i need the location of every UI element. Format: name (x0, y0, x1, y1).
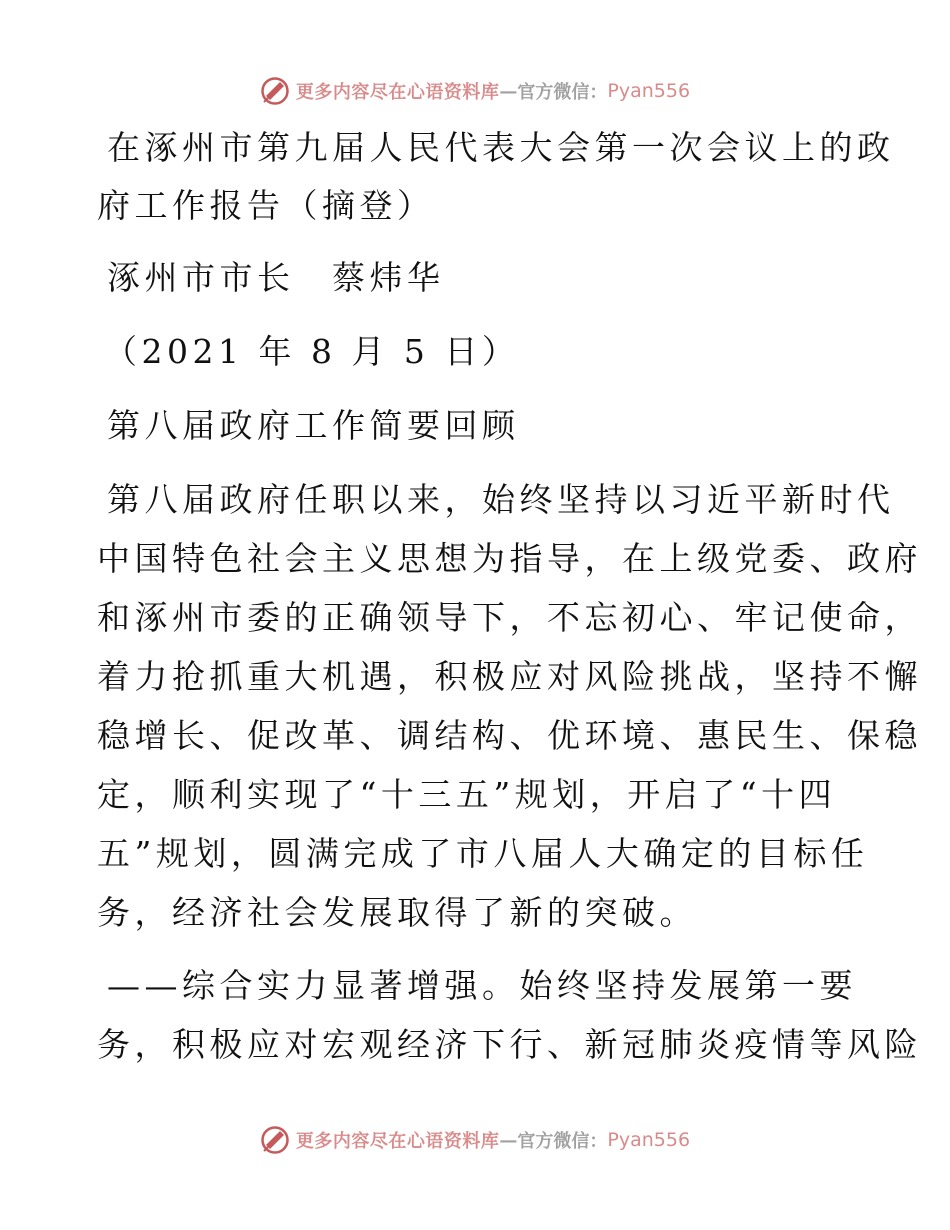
banner-dash: — (499, 80, 518, 102)
header-watermark-banner (0, 71, 950, 111)
paragraph-line: 稳增长、促改革、调结构、优环境、惠民生、保稳 (97, 716, 922, 755)
paragraph-line: 五”规划，圆满完成了市八届人大确定的目标任 (97, 834, 869, 873)
paragraph-line: 务，积极应对宏观经济下行、新冠肺炎疫情等风险 (97, 1025, 922, 1064)
paragraph-line: 务，经济社会发展取得了新的突破。 (97, 893, 697, 932)
paragraph-line: 定，顺利实现了“十三五”规划，开启了“十四 (97, 775, 837, 814)
paragraph-line: 第八届政府任职以来，始终坚持以习近平新时代 (107, 480, 895, 519)
banner-dash: — (499, 1129, 518, 1151)
banner-wechat-id: Pyan556 (607, 80, 691, 102)
paragraph-line: ——综合实力显著增强。始终坚持发展第一要 (107, 966, 857, 1005)
document-date: （2021 年 8 月 5 日） (104, 332, 520, 371)
paragraph-line: 着力抢抓重大机遇，积极应对风险挑战，坚持不懈 (97, 657, 922, 696)
banner-label: 官方微信： (517, 1131, 608, 1152)
footer-watermark-banner (0, 1120, 950, 1160)
brand-logo-icon (260, 1125, 290, 1155)
paragraph-line: 和涿州市委的正确领导下，不忘初心、牢记使命， (97, 598, 922, 637)
document-title-line-2: 府工作报告（摘登） (97, 186, 435, 225)
document-title-line-1: 在涿州市第九届人民代表大会第一次会议上的政 (107, 128, 895, 167)
banner-wechat-id: Pyan556 (607, 1129, 691, 1151)
document-author: 涿州市市长 蔡炜华 (107, 258, 445, 297)
banner-brand-text: 更多内容尽在心语资料库 (295, 1131, 500, 1152)
banner-brand-text: 更多内容尽在心语资料库 (295, 82, 500, 103)
banner-label: 官方微信： (517, 82, 608, 103)
paragraph-line: 中国特色社会主义思想为指导，在上级党委、政府 (97, 539, 922, 578)
section-heading: 第八届政府工作简要回顾 (107, 406, 520, 445)
brand-logo-icon (260, 76, 290, 106)
